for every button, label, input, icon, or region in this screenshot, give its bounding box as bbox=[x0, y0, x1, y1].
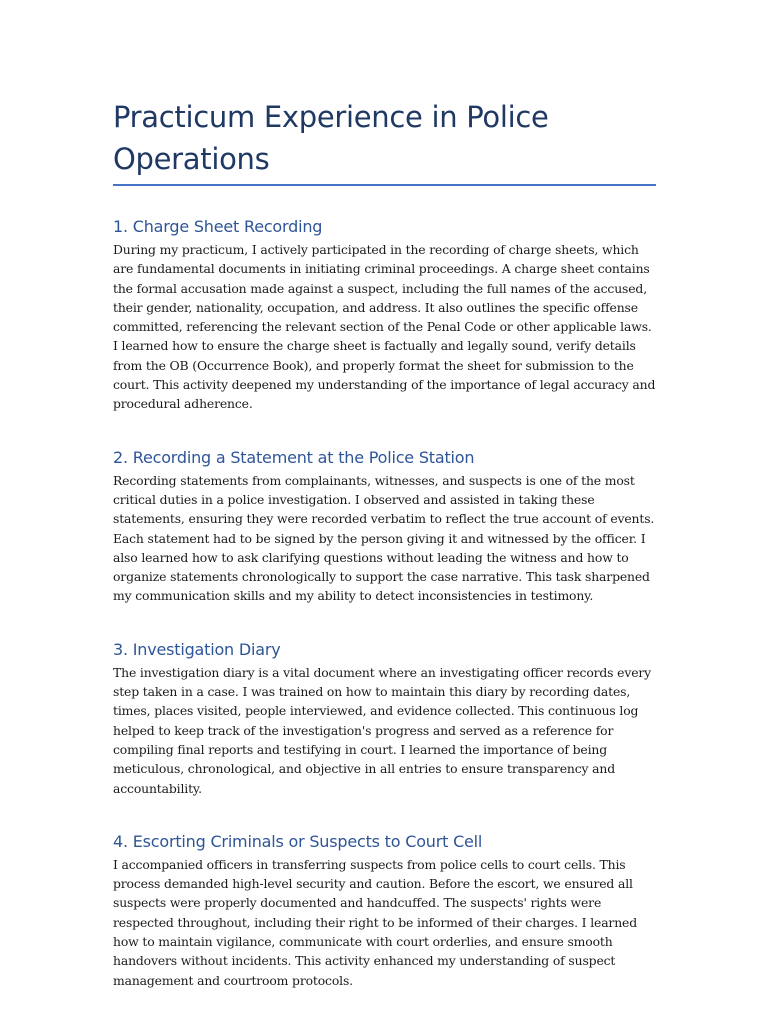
section-escorting-suspects bbox=[113, 831, 656, 990]
document-page bbox=[113, 96, 656, 1023]
section-recording-statement bbox=[113, 447, 656, 606]
section-heading: 2. Recording a Statement at the Police Station bbox=[113, 447, 475, 467]
section-investigation-diary bbox=[113, 639, 656, 798]
title-divider bbox=[113, 184, 656, 186]
section-paragraph: Recording statements from complainants, witnesses, and suspects is one of the most critical duties in a police investigation. I observed and assisted in taking these statements, ensuring they were recorded verbatim to reflect the true account of events. Each statement had to be signed by the person giving it and witnessed by the officer. I also learned how to ask clarifying questions without leading the witness and how to organize statements chronologically to support the case narrative. This task sharpened my communication skills and my ability to detect inconsistencies in testimony. bbox=[113, 472, 655, 604]
section-heading: 1. Charge Sheet Recording bbox=[113, 217, 323, 236]
section-paragraph: I accompanied officers in transferring suspects from police cells to court cells. This process demanded high-level security and caution. Before the escort, we ensured all suspects were properly documented and handcuffed. The suspects' rights were respected throughout, including their right to be informed of their charges. I learned how to maintain vigilance, communicate with court orderlies, and ensure smooth handovers without incidents. This activity enhanced my understanding of suspect management and courtroom protocols. bbox=[113, 856, 637, 988]
section-charge-sheet bbox=[113, 216, 656, 414]
section-paragraph: The investigation diary is a vital document where an investigating officer records every step taken in a case. I was trained on how to maintain this diary by recording dates, times, places visited, people interviewed, and evidence collected. This continuous log helped to keep track of the investigation's progress and served as a reference for compiling final reports and testifying in court. I learned the importance of being meticulous, chronological, and objective in all entries to ensure transparency and accountability. bbox=[113, 664, 652, 796]
section-heading: 3. Investigation Diary bbox=[113, 639, 281, 659]
section-paragraph: During my practicum, I actively participated in the recording of charge sheets, which are fundamental documents in initiating criminal proceedings. A charge sheet contains the formal accusation made against a suspect, including the full names of the accused, their gender, nationality, occupation, and address. It also outlines the specific offense committed, referencing the relevant section of the Penal Code or other applicable laws. I learned how to ensure the charge sheet is factually and legally sound, verify details from the OB (Occurrence Book), and properly format the sheet for submission to the court. This activity deepened my understanding of the importance of legal accuracy and procedural adherence. bbox=[113, 242, 656, 412]
section-heading: 4. Escorting Criminals or Suspects to Court Cell bbox=[113, 831, 483, 851]
page-title: Practicum Experience in Police Operations bbox=[113, 100, 549, 176]
